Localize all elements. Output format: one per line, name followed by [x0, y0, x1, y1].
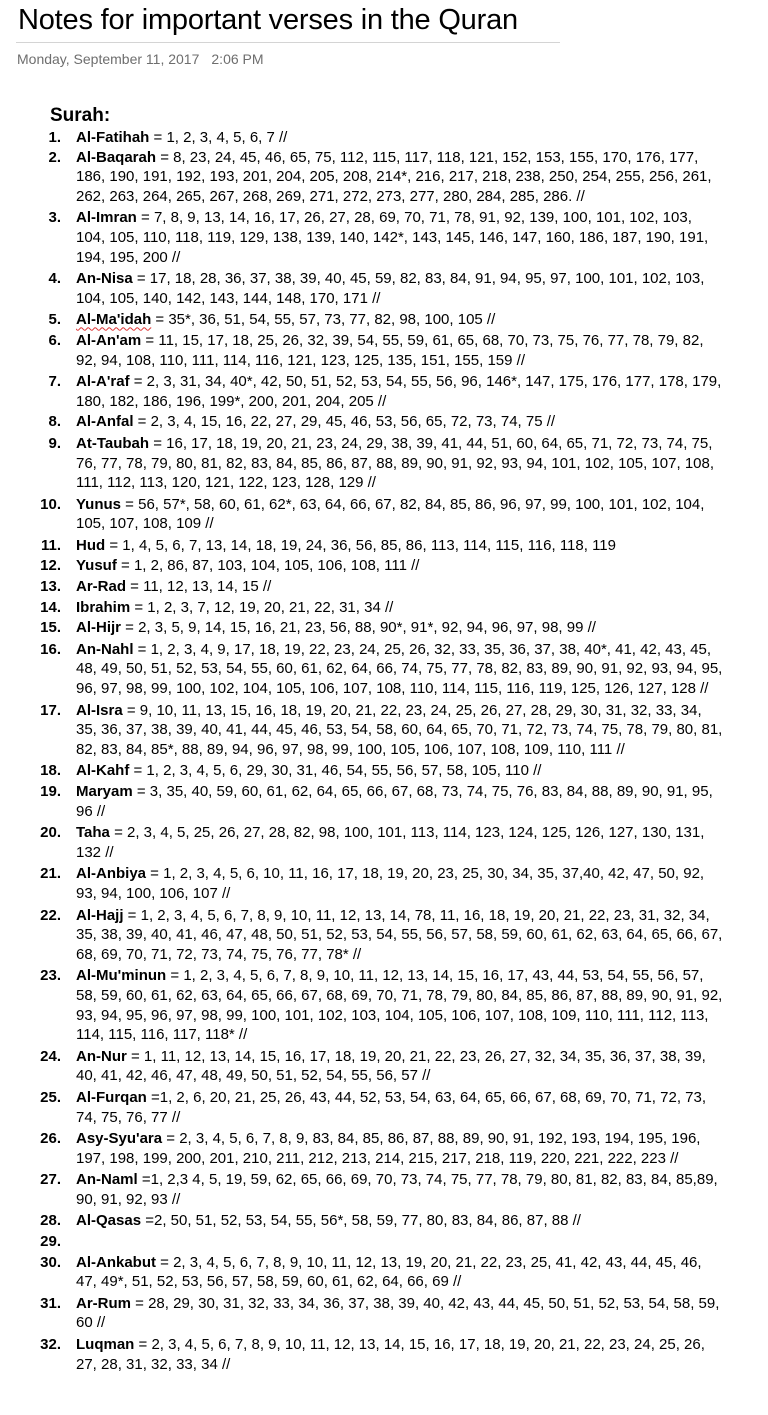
verse-list: = 2, 3, 4, 5, 6, 7, 8, 9, 83, 84, 85, 86, 87, 88, 89, 90, 91, 192, 193, 194, 195, 196, 197, 198, 199, 200, 201, 210, 211, 212, 213, 214, 215, 217, 218, 119, 220, 221, 222, 223 // — [76, 1130, 701, 1167]
section-heading: Surah: — [50, 105, 111, 126]
surah-number: 20. — [40, 824, 61, 842]
surah-number: 12. — [40, 557, 61, 575]
surah-number: 10. — [40, 495, 61, 513]
surah-number: 5. — [48, 311, 61, 329]
surah-entry — [76, 495, 724, 534]
surah-entry — [76, 1253, 724, 1292]
surah-name: Al-Anfal — [76, 413, 134, 431]
verse-list: = 2, 3, 4, 5, 6, 7, 8, 9, 10, 11, 12, 13, 14, 15, 16, 17, 18, 19, 20, 21, 22, 23, 24, 25, 26, 27, 28, 31, 32, 33, 34 // — [76, 1336, 705, 1373]
surah-item — [0, 148, 768, 207]
verse-list: = 2, 3, 4, 15, 16, 22, 27, 29, 45, 46, 53, 56, 65, 72, 73, 74, 75 // — [133, 413, 556, 431]
surah-name: Al-Baqarah — [76, 148, 157, 166]
surah-name: Al-Qasas — [76, 1212, 142, 1230]
page-title: Notes for important verses in the Quran — [18, 4, 518, 36]
surah-name: Al-Ma'idah — [76, 311, 152, 329]
surah-item — [0, 864, 768, 903]
surah-item — [0, 966, 768, 1044]
verse-list: = 1, 2, 86, 87, 103, 104, 105, 106, 108, 111 // — [116, 557, 420, 575]
surah-item — [0, 331, 768, 370]
verse-list: = 16, 17, 18, 19, 20, 21, 23, 24, 29, 38, 39, 41, 44, 51, 60, 64, 65, 71, 72, 73, 74, 75, 76, 77, 78, 79, 80, 81, 82, 83, 84, 85, 86, 87, 88, 89, 90, 91, 92, 93, 94, 101, 102, 105, 107, 108, 111, 112, 113, 120, 121, 122, 123, 128, 129 // — [76, 434, 715, 492]
surah-item — [0, 269, 768, 308]
surah-item — [0, 1211, 768, 1231]
verse-list: = 2, 3, 5, 9, 14, 15, 16, 21, 23, 56, 88, 90*, 91*, 92, 94, 96, 97, 98, 99 // — [121, 619, 596, 637]
verse-list: = 1, 2, 3, 4, 5, 6, 29, 30, 31, 46, 54, 55, 56, 57, 58, 105, 110 // — [129, 762, 542, 780]
surah-entry — [76, 864, 724, 903]
surah-number: 18. — [40, 762, 61, 780]
surah-number: 22. — [40, 906, 61, 924]
verse-list: = 1, 2, 3, 4, 5, 6, 10, 11, 16, 17, 18, 19, 20, 23, 25, 30, 34, 35, 37,40, 42, 47, 50, 92, 93, 94, 100, 106, 107 // — [76, 865, 705, 902]
surah-entry — [76, 1294, 724, 1333]
surah-item — [0, 761, 768, 781]
surah-number: 17. — [40, 701, 61, 719]
surah-name: Al-An'am — [76, 331, 142, 349]
surah-item — [0, 208, 768, 267]
verse-list: = 2, 3, 4, 5, 25, 26, 27, 28, 82, 98, 100, 101, 113, 114, 123, 124, 125, 126, 127, 130, 131, 132 // — [76, 824, 705, 861]
surah-item — [0, 782, 768, 821]
verse-list: =2, 50, 51, 52, 53, 54, 55, 56*, 58, 59, 77, 80, 83, 84, 86, 87, 88 // — [141, 1212, 581, 1230]
surah-number: 13. — [40, 578, 61, 596]
surah-item — [0, 701, 768, 760]
verse-list: = 17, 18, 28, 36, 37, 38, 39, 40, 45, 59, 82, 83, 84, 91, 94, 95, 97, 100, 101, 102, 103, 104, 105, 140, 142, 143, 144, 148, 170, 171 // — [76, 270, 705, 307]
surah-entry — [76, 148, 724, 207]
surah-number: 25. — [40, 1088, 61, 1106]
surah-item — [0, 310, 768, 330]
verse-list: = 11, 12, 13, 14, 15 // — [126, 578, 272, 596]
surah-name: Yunus — [76, 495, 122, 513]
surah-name: An-Nisa — [76, 270, 133, 288]
verse-list: = 11, 15, 17, 18, 25, 26, 32, 39, 54, 55, 59, 61, 65, 68, 70, 73, 75, 76, 77, 78, 79, 82, 92, 94, 108, 110, 111, 114, 116, 121, 123, 125, 135, 151, 155, 159 // — [76, 331, 704, 369]
surah-number: 24. — [40, 1047, 61, 1065]
surah-list — [0, 128, 768, 1374]
surah-name: Al-Isra — [76, 701, 123, 719]
surah-number: 6. — [48, 331, 61, 349]
surah-number: 2. — [48, 148, 61, 166]
surah-item — [0, 823, 768, 862]
surah-number: 26. — [40, 1130, 61, 1148]
surah-name: An-Nahl — [76, 640, 134, 658]
surah-number: 30. — [40, 1253, 61, 1271]
surah-item — [0, 434, 768, 493]
verse-list: = 35*, 36, 51, 54, 55, 57, 73, 77, 82, 98, 100, 105 // — [151, 311, 496, 329]
surah-item — [0, 640, 768, 699]
surah-number: 15. — [40, 619, 61, 637]
surah-item — [0, 577, 768, 597]
surah-item — [0, 1170, 768, 1209]
surah-item — [0, 1294, 768, 1333]
surah-entry — [76, 598, 724, 618]
surah-entry — [76, 269, 724, 308]
surah-entry — [76, 618, 724, 638]
verse-list: =1, 2,3 4, 5, 19, 59, 62, 65, 66, 69, 70, 73, 74, 75, 77, 78, 79, 80, 81, 82, 83, 84, 85,89, 90, 91, 92, 93 // — [76, 1171, 718, 1208]
surah-name: Al-Anbiya — [76, 865, 147, 883]
surah-number: 11. — [40, 536, 61, 554]
surah-number: 9. — [48, 434, 61, 452]
surah-name: Ibrahim — [76, 598, 131, 616]
surah-item — [0, 495, 768, 534]
note-date: Monday, September 11, 2017 — [17, 51, 200, 67]
surah-number: 23. — [40, 967, 61, 985]
surah-name: At-Taubah — [76, 434, 150, 452]
verse-list: = 28, 29, 30, 31, 32, 33, 34, 36, 37, 38, 39, 40, 42, 43, 44, 45, 50, 51, 52, 53, 54, 58, 59, 60 // — [76, 1294, 720, 1332]
surah-number: 4. — [48, 270, 61, 288]
surah-number: 16. — [40, 640, 61, 658]
verse-list: = 1, 4, 5, 6, 7, 13, 14, 18, 19, 24, 36, 56, 85, 86, 113, 114, 115, 116, 118, 119 — [105, 536, 616, 554]
surah-name: Al-Kahf — [76, 762, 130, 780]
surah-entry — [76, 1335, 724, 1374]
verse-list: = 1, 2, 3, 4, 5, 6, 7, 8, 9, 10, 11, 12, 13, 14, 15, 16, 17, 43, 44, 53, 54, 55, 56, 57, 58, 59, 60, 61, 62, 63, 64, 65, 66, 67, 68, 69, 70, 71, 78, 79, 80, 84, 85, 86, 87, 88, 89, 90, 91, 92, 93, 94, 95, 96, 97, 98, 99, 100, 101, 102, 103, 104, 105, 106, 107, 108, 109, 110, 111, 112, 113, 114, 115, 116, 117, 118* // — [76, 967, 723, 1044]
verse-list: = 1, 2, 3, 4, 9, 17, 18, 19, 22, 23, 24, 25, 26, 32, 33, 35, 36, 37, 38, 40*, 41, 42, 43, 45, 48, 49, 50, 51, 52, 53, 54, 55, 60, 61, 62, 64, 66, 74, 75, 77, 78, 82, 83, 89, 90, 91, 92, 93, 94, 95, 96, 97, 98, 99, 100, 102, 104, 105, 106, 107, 108, 110, 114, 115, 116, 119, 125, 126, 127, 128 // — [76, 640, 723, 698]
surah-item — [0, 1335, 768, 1374]
note-time: 2:06 PM — [211, 51, 264, 67]
surah-entry — [76, 1170, 724, 1209]
surah-entry — [76, 412, 724, 432]
surah-item — [0, 128, 768, 148]
surah-item — [0, 1088, 768, 1127]
surah-name: Luqman — [76, 1336, 135, 1354]
surah-number: 8. — [48, 413, 61, 431]
surah-entry — [76, 372, 724, 411]
verse-list: = 1, 2, 3, 7, 12, 19, 20, 21, 22, 31, 34 // — [130, 598, 394, 616]
surah-number: 14. — [40, 598, 61, 616]
verse-list: = 9, 10, 11, 13, 15, 16, 18, 19, 20, 21, 22, 23, 24, 25, 26, 27, 28, 29, 30, 31, 32, 33, 34, 35, 36, 37, 38, 39, 40, 41, 44, 45, 46, 53, 54, 58, 60, 64, 65, 70, 71, 72, 73, 74, 75, 78, 79, 80, 81, 82, 83, 84, 85*, 88, 89, 94, 96, 97, 98, 99, 100, 105, 106, 107, 108, 109, 110, 111 // — [76, 701, 723, 758]
surah-entry — [76, 701, 724, 760]
surah-entry — [76, 761, 724, 781]
surah-name: Yusuf — [76, 557, 117, 575]
surah-number: 27. — [40, 1171, 61, 1189]
surah-number: 7. — [48, 373, 61, 391]
surah-name: Asy-Syu'ara — [76, 1130, 163, 1148]
surah-entry — [76, 906, 724, 965]
surah-number: 21. — [40, 865, 61, 883]
surah-number: 1. — [48, 129, 61, 146]
surah-name: An-Nur — [76, 1047, 127, 1065]
verse-list: = 56, 57*, 58, 60, 61, 62*, 63, 64, 66, 67, 82, 84, 85, 86, 96, 97, 99, 100, 101, 102, 104, 105, 107, 108, 109 // — [76, 495, 705, 533]
surah-entry — [76, 966, 724, 1044]
verse-list: =1, 2, 6, 20, 21, 25, 26, 43, 44, 52, 53, 54, 63, 64, 65, 66, 67, 68, 69, 70, 71, 72, 73, 74, 75, 76, 77 // — [76, 1088, 707, 1126]
note-timestamp — [17, 51, 264, 67]
verse-list: = 2, 3, 31, 34, 40*, 42, 50, 51, 52, 53, 54, 55, 56, 96, 146*, 147, 175, 176, 177, 178, 179, 180, 182, 186, 196, 199*, 200, 201, 204, 205 // — [76, 373, 722, 410]
surah-entry — [76, 556, 724, 576]
surah-item — [0, 372, 768, 411]
surah-item — [0, 412, 768, 432]
surah-name: Al-Hajj — [76, 906, 124, 924]
surah-item — [0, 1129, 768, 1168]
surah-entry — [76, 640, 724, 699]
surah-name: Ar-Rad — [76, 578, 127, 596]
surah-number: 29. — [40, 1233, 61, 1251]
surah-number: 28. — [40, 1212, 61, 1230]
surah-name: Al-A'raf — [76, 373, 130, 391]
surah-entry — [76, 1047, 724, 1086]
surah-entry — [76, 208, 724, 267]
surah-name: Maryam — [76, 783, 133, 800]
surah-item — [0, 556, 768, 576]
verse-list: = 1, 2, 3, 4, 5, 6, 7 // — [149, 129, 288, 146]
surah-entry — [76, 536, 724, 556]
surah-number: 19. — [40, 783, 61, 800]
surah-name: Al-Mu'minun — [76, 967, 167, 985]
verse-list: = 2, 3, 4, 5, 6, 7, 8, 9, 10, 11, 12, 13, 19, 20, 21, 22, 23, 25, 41, 42, 43, 44, 45, 46, 47, 49*, 51, 52, 53, 56, 57, 58, 59, 60, 61, 62, 64, 66, 69 // — [76, 1253, 702, 1291]
surah-item — [0, 1047, 768, 1086]
surah-name: An-Naml — [76, 1171, 138, 1189]
surah-number: 31. — [40, 1294, 61, 1312]
surah-number: 32. — [40, 1336, 61, 1354]
surah-entry — [76, 1232, 724, 1252]
surah-name: Al-Hijr — [76, 619, 121, 637]
surah-item — [0, 906, 768, 965]
surah-name: Hud — [76, 536, 106, 554]
surah-entry — [76, 331, 724, 370]
surah-name: Al-Ankabut — [76, 1253, 156, 1271]
surah-name: Al-Imran — [76, 209, 137, 227]
surah-entry — [76, 577, 724, 597]
surah-name: Al-Furqan — [76, 1088, 147, 1106]
verse-list: = 3, 35, 40, 59, 60, 61, 62, 64, 65, 66, 67, 68, 73, 74, 75, 76, 83, 84, 88, 89, 90, 91, 95, 96 // — [76, 783, 713, 820]
surah-entry — [76, 310, 724, 330]
surah-entry — [76, 823, 724, 862]
surah-name: Al-Fatihah — [76, 129, 150, 146]
verse-list: = 8, 23, 24, 45, 46, 65, 75, 112, 115, 117, 118, 121, 152, 153, 155, 170, 176, 177, 186, 190, 191, 192, 193, 201, 204, 205, 208, 214*, 216, 217, 218, 238, 250, 254, 255, 256, 261, 262, 263, 264, 265, 267, 268, 269, 271, 272, 273, 277, 280, 284, 285, 286. // — [76, 148, 712, 205]
surah-item — [0, 618, 768, 638]
surah-entry — [76, 1211, 724, 1231]
surah-name: Taha — [76, 824, 110, 842]
verse-list: = 7, 8, 9, 13, 14, 16, 17, 26, 27, 28, 69, 70, 71, 78, 91, 92, 139, 100, 101, 102, 103, 104, 105, 110, 118, 119, 129, 138, 139, 140, 142*, 143, 145, 146, 147, 160, 186, 187, 190, 191, 194, 195, 200 // — [76, 209, 709, 266]
verse-list: = 1, 11, 12, 13, 14, 15, 16, 17, 18, 19, 20, 21, 22, 23, 26, 27, 32, 34, 35, 36, 37, 38, 39, 40, 41, 42, 46, 47, 48, 49, 50, 51, 52, 54, 55, 56, 57 // — [76, 1047, 706, 1085]
surah-item — [0, 1232, 768, 1252]
surah-item — [0, 536, 768, 556]
verse-list: = 1, 2, 3, 4, 5, 6, 7, 8, 9, 10, 11, 12, 13, 14, 78, 11, 16, 18, 19, 20, 21, 22, 23, 31, 32, 34, 35, 38, 39, 40, 41, 46, 47, 48, 50, 51, 52, 53, 54, 55, 56, 57, 58, 59, 60, 61, 62, 63, 64, 65, 66, 67, 68, 69, 70, 71, 72, 73, 74, 75, 76, 77, 78* // — [76, 906, 723, 963]
surah-item — [0, 598, 768, 618]
surah-entry — [76, 782, 724, 821]
surah-entry — [76, 128, 724, 148]
surah-name: Ar-Rum — [76, 1294, 131, 1312]
surah-entry — [76, 1088, 724, 1127]
surah-entry — [76, 1129, 724, 1168]
title-divider — [16, 42, 560, 43]
surah-entry — [76, 434, 724, 493]
surah-item — [0, 1253, 768, 1292]
surah-number: 3. — [48, 209, 61, 227]
